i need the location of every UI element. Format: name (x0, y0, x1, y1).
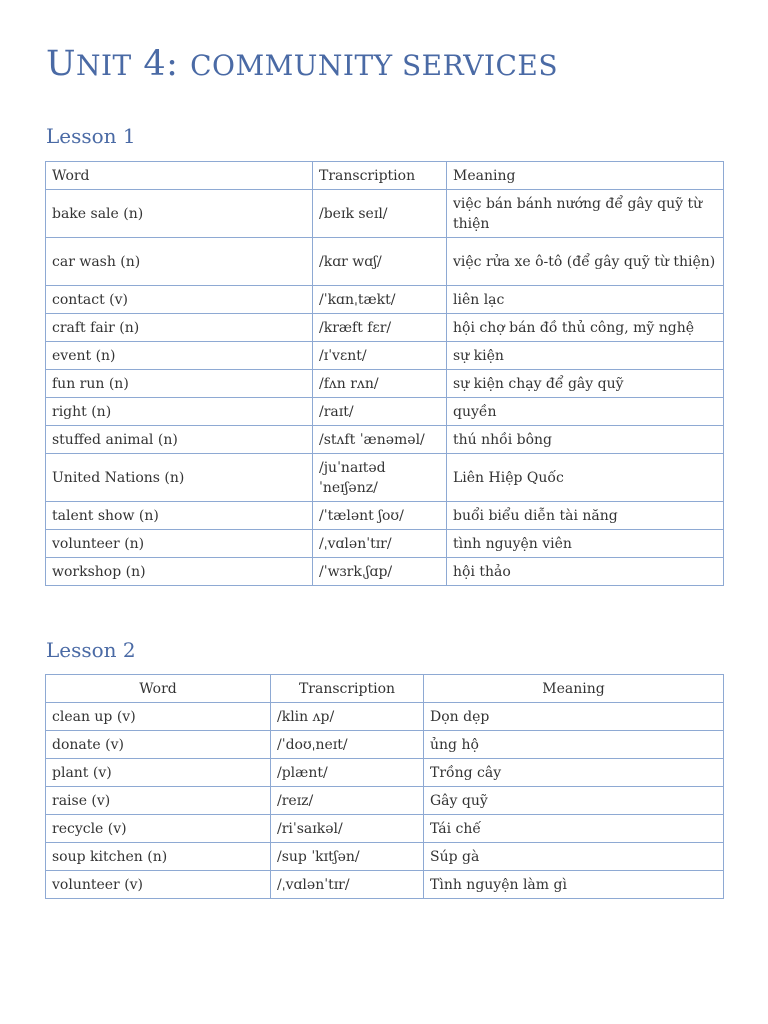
title-initial: U (46, 44, 76, 84)
table-row (46, 871, 724, 899)
word-cell: volunteer (v) (46, 871, 271, 899)
word-cell: bake sale (n) (46, 190, 313, 238)
transcription-cell: /klin ʌp/ (271, 703, 424, 731)
table-row (46, 843, 724, 871)
transcription-cell: /plænt/ (271, 759, 424, 787)
word-cell: donate (v) (46, 731, 271, 759)
word-cell: car wash (n) (46, 238, 313, 286)
title-word-unit: NIT (76, 49, 132, 82)
lesson-2-vocabulary-table (45, 674, 724, 899)
meaning-cell: việc bán bánh nướng để gây quỹ từ thiện (447, 190, 724, 238)
word-cell: talent show (n) (46, 502, 313, 530)
meaning-cell: Dọn dẹp (424, 703, 724, 731)
word-cell: soup kitchen (n) (46, 843, 271, 871)
table-row (46, 454, 724, 502)
meaning-cell: Tái chế (424, 815, 724, 843)
table-row (46, 815, 724, 843)
meaning-cell: Gây quỹ (424, 787, 724, 815)
meaning-cell: Tình nguyện làm gì (424, 871, 724, 899)
transcription-cell: /kɑr wɑʃ/ (313, 238, 447, 286)
lesson-1-vocabulary-table (45, 161, 724, 586)
meaning-cell: hội thảo (447, 558, 724, 586)
word-cell: volunteer (n) (46, 530, 313, 558)
meaning-cell: quyền (447, 398, 724, 426)
table-row (46, 286, 724, 314)
table-row (46, 558, 724, 586)
meaning-cell: Súp gà (424, 843, 724, 871)
table-row (46, 530, 724, 558)
transcription-cell: /beɪk seɪl/ (313, 190, 447, 238)
table-row (46, 342, 724, 370)
transcription-cell: /raɪt/ (313, 398, 447, 426)
word-cell: raise (v) (46, 787, 271, 815)
transcription-cell: /ˈdoʊˌneɪt/ (271, 731, 424, 759)
word-cell: stuffed animal (n) (46, 426, 313, 454)
transcription-cell: /ˌvɑlənˈtɪr/ (271, 871, 424, 899)
table-header-row (46, 675, 724, 703)
lesson-2-heading: Lesson 2 (46, 638, 136, 662)
table-row (46, 426, 724, 454)
table-row (46, 398, 724, 426)
table-row (46, 502, 724, 530)
meaning-cell: sự kiện (447, 342, 724, 370)
lesson-1-heading: Lesson 1 (46, 124, 136, 148)
table-row (46, 190, 724, 238)
table-row (46, 787, 724, 815)
word-cell: right (n) (46, 398, 313, 426)
meaning-cell: việc rửa xe ô-tô (để gây quỹ từ thiện) (447, 238, 724, 286)
table-row (46, 703, 724, 731)
transcription-cell: /stʌft ˈænəməl/ (313, 426, 447, 454)
title-number: 4: (131, 44, 191, 84)
table-row (46, 314, 724, 342)
transcription-cell: /ˌvɑlənˈtɪr/ (313, 530, 447, 558)
table-row (46, 370, 724, 398)
meaning-cell: Liên Hiệp Quốc (447, 454, 724, 502)
word-cell: United Nations (n) (46, 454, 313, 502)
table-row (46, 238, 724, 286)
transcription-cell: /riˈsaɪkəl/ (271, 815, 424, 843)
transcription-cell: /ɪˈvɛnt/ (313, 342, 447, 370)
transcription-cell: /reɪz/ (271, 787, 424, 815)
word-cell: plant (v) (46, 759, 271, 787)
word-cell: workshop (n) (46, 558, 313, 586)
header-word: Word (46, 675, 271, 703)
word-cell: event (n) (46, 342, 313, 370)
word-cell: fun run (n) (46, 370, 313, 398)
transcription-cell: /ˈtælənt ʃoʊ/ (313, 502, 447, 530)
word-cell: contact (v) (46, 286, 313, 314)
word-cell: craft fair (n) (46, 314, 313, 342)
transcription-cell: /sup ˈkɪtʃən/ (271, 843, 424, 871)
header-word: Word (46, 162, 313, 190)
transcription-cell: /fʌn rʌn/ (313, 370, 447, 398)
meaning-cell: Trồng cây (424, 759, 724, 787)
meaning-cell: ủng hộ (424, 731, 724, 759)
header-transcription: Transcription (271, 675, 424, 703)
table-row (46, 759, 724, 787)
meaning-cell: sự kiện chạy để gây quỹ (447, 370, 724, 398)
meaning-cell: tình nguyện viên (447, 530, 724, 558)
meaning-cell: buổi biểu diễn tài năng (447, 502, 724, 530)
header-meaning: Meaning (447, 162, 724, 190)
transcription-cell: /kræft fɛr/ (313, 314, 447, 342)
word-cell: recycle (v) (46, 815, 271, 843)
meaning-cell: thú nhồi bông (447, 426, 724, 454)
transcription-cell: /juˈnaɪtəd ˈneɪʃənz/ (313, 454, 447, 502)
title-topic: COMMUNITY SERVICES (190, 49, 559, 82)
word-cell: clean up (v) (46, 703, 271, 731)
table-header-row (46, 162, 724, 190)
header-meaning: Meaning (424, 675, 724, 703)
transcription-cell: /ˈkɑnˌtækt/ (313, 286, 447, 314)
table-row (46, 731, 724, 759)
meaning-cell: hội chợ bán đồ thủ công, mỹ nghệ (447, 314, 724, 342)
header-transcription: Transcription (313, 162, 447, 190)
transcription-cell: /ˈwɜrkˌʃɑp/ (313, 558, 447, 586)
meaning-cell: liên lạc (447, 286, 724, 314)
page-title (46, 44, 558, 84)
